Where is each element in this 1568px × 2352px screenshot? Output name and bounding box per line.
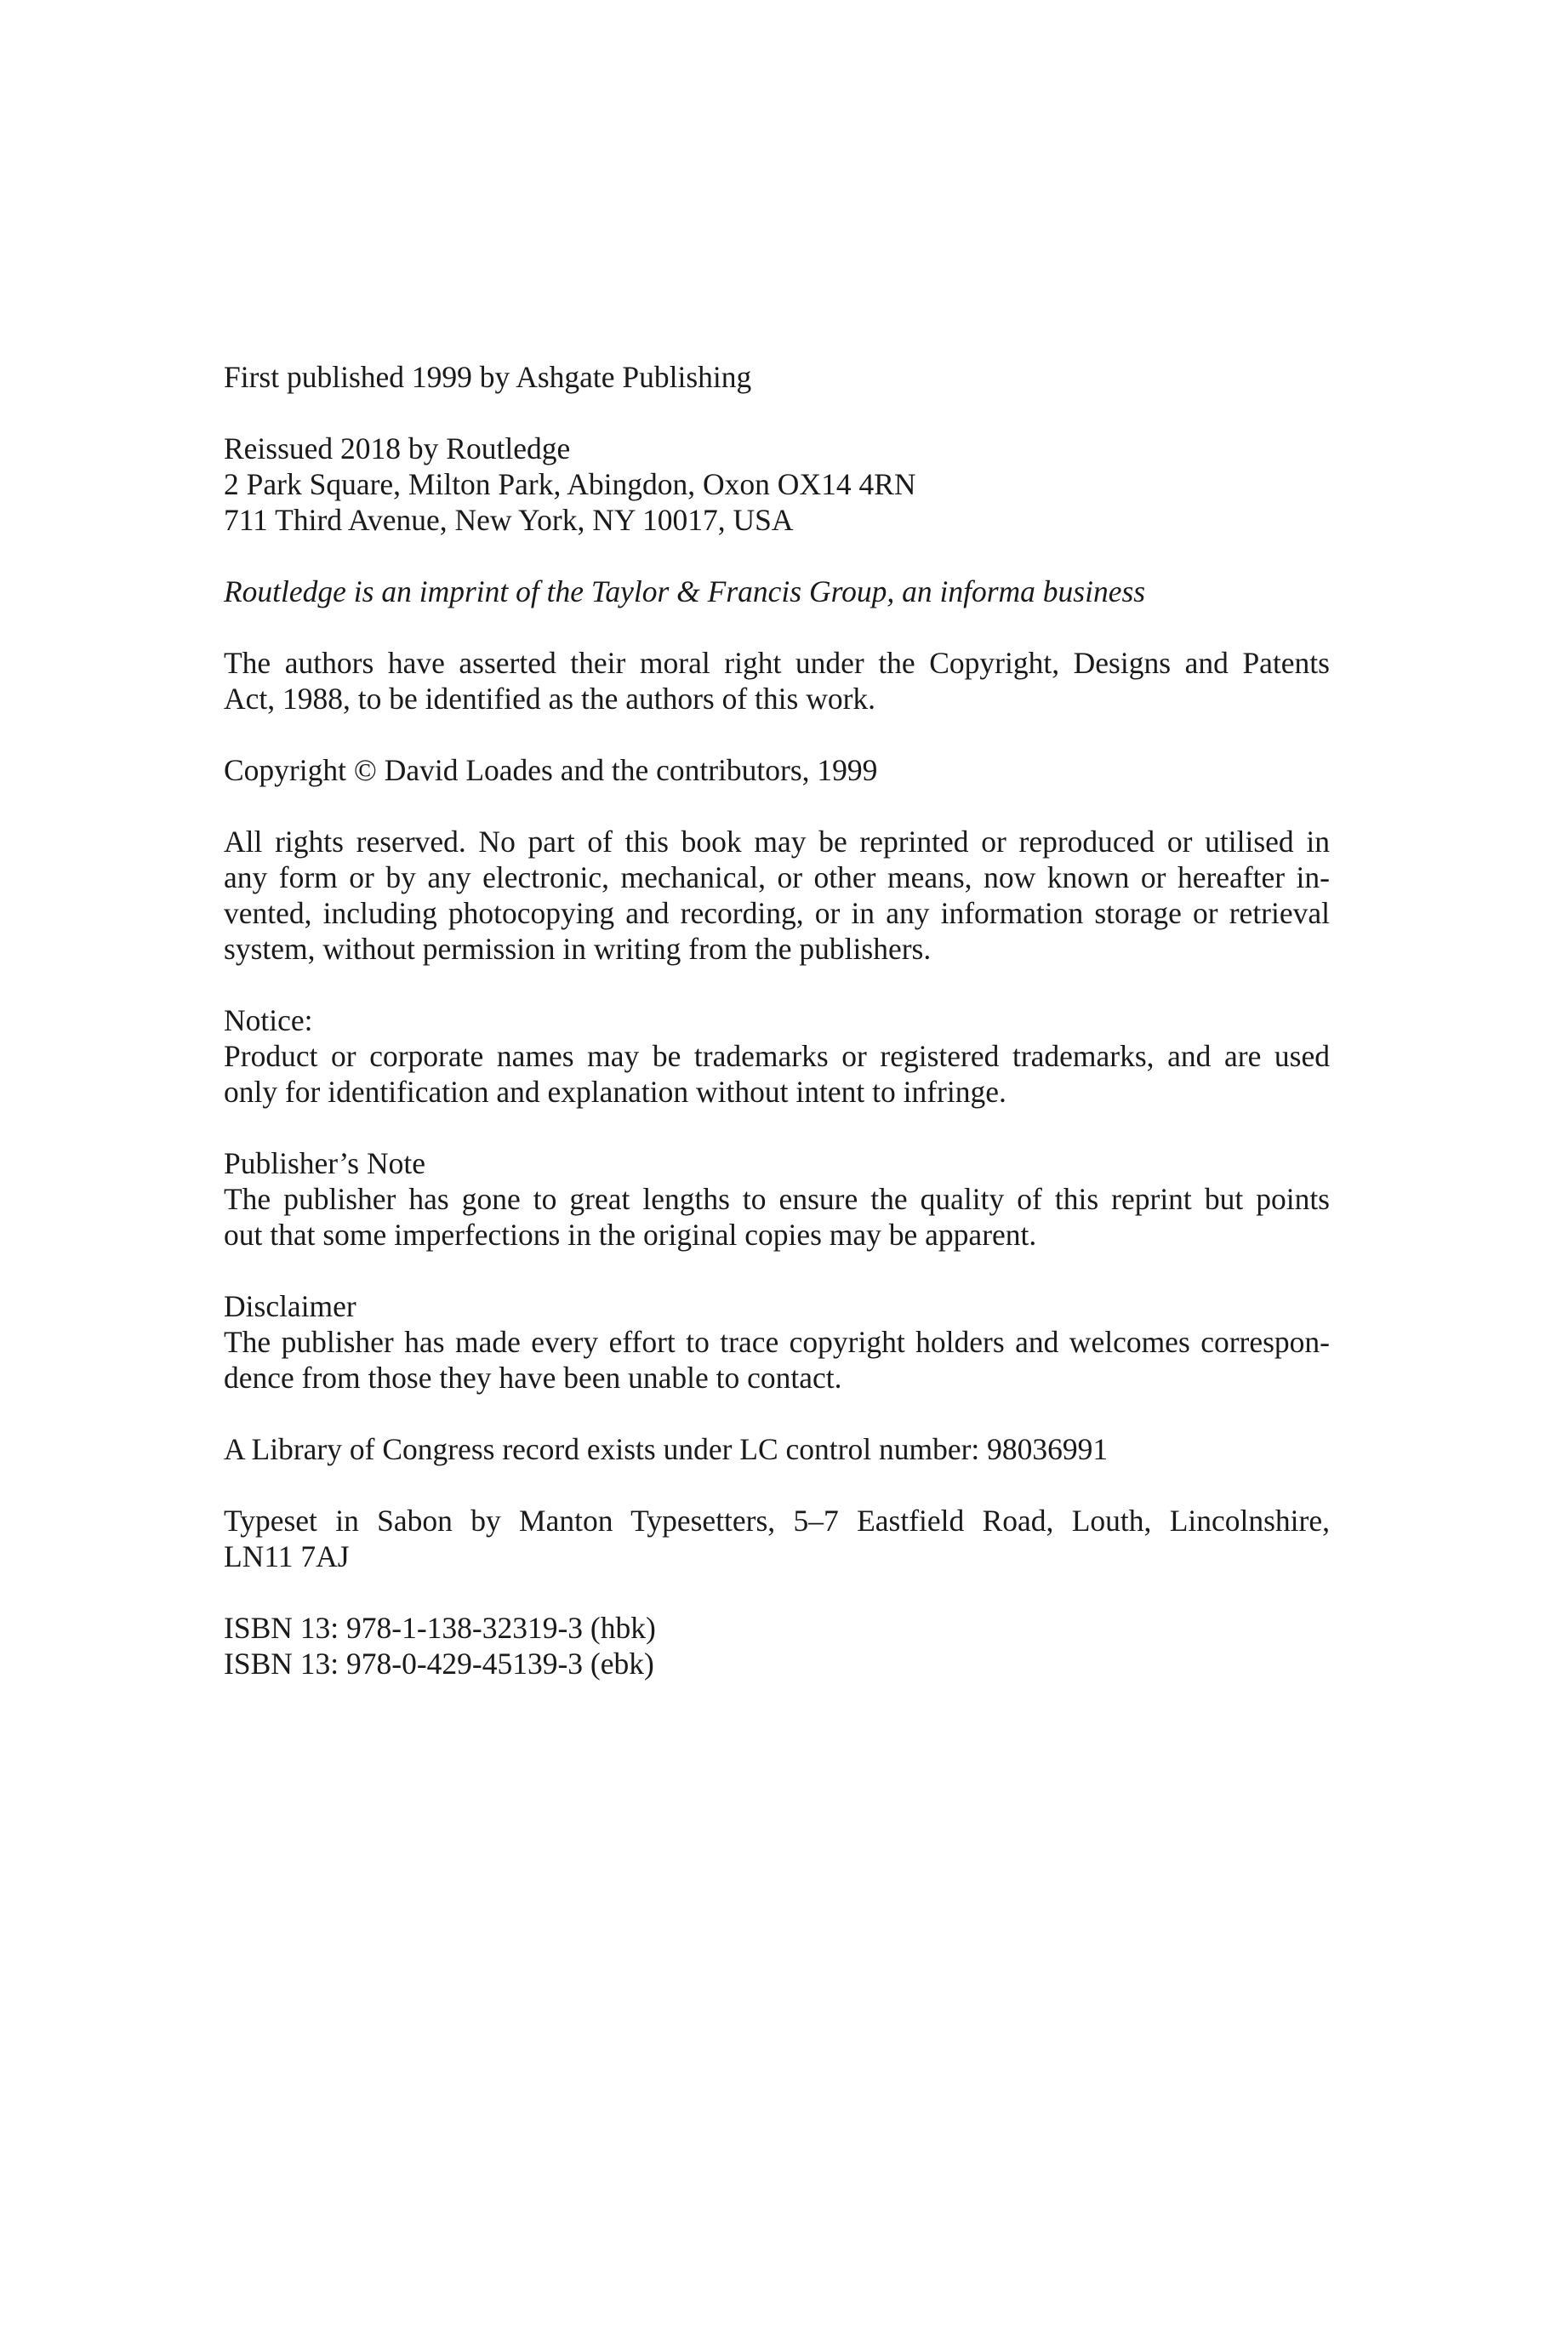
copyright-line: Copyright © David Loades and the contributors, 1999	[224, 753, 878, 787]
rights-reserved-line-3: vented, including photocopying and recording, or in any information storage or retrieval	[224, 896, 1330, 930]
loc-record-line: A Library of Congress record exists under LC control number: 98036991	[224, 1432, 1109, 1466]
publishers-note-heading: Publisher’s Note	[224, 1146, 425, 1180]
rights-reserved-line-4: system, without permission in writing from the publishers.	[224, 932, 932, 966]
rights-reserved-paragraph	[224, 824, 1330, 967]
first-published-line: First published 1999 by Ashgate Publishing	[224, 360, 752, 394]
us-address-line: 711 Third Avenue, New York, NY 10017, USA	[224, 503, 794, 537]
isbn-ebk-line: ISBN 13: 978-0-429-45139-3 (ebk)	[224, 1647, 654, 1681]
notice-line-2: only for identification and explanation without intent to infringe.	[224, 1075, 1006, 1109]
publishers-note-line-2: out that some imperfections in the original copies may be apparent.	[224, 1218, 1037, 1252]
typeset-paragraph	[224, 1503, 1330, 1574]
typeset-line-2: LN11 7AJ	[224, 1539, 350, 1573]
moral-right-line-2: Act, 1988, to be identified as the authors of this work.	[224, 682, 876, 716]
publishers-note-paragraph	[224, 1145, 1330, 1253]
notice-paragraph	[224, 1002, 1330, 1110]
publishers-note-line-1: The publisher has gone to great lengths to ensure the quality of this reprint but points	[224, 1182, 1330, 1216]
rights-reserved-line-1: All rights reserved. No part of this book may be reprinted or reproduced or utilised in	[224, 825, 1330, 859]
notice-heading: Notice:	[224, 1003, 313, 1037]
disclaimer-line-2: dence from those they have been unable to contact.	[224, 1361, 842, 1395]
isbn-paragraph	[224, 1610, 1330, 1681]
uk-address-line: 2 Park Square, Milton Park, Abingdon, Oxon OX14 4RN	[224, 467, 916, 501]
loc-record-paragraph	[224, 1431, 1330, 1467]
notice-line-1: Product or corporate names may be trademarks or registered trademarks, and are used	[224, 1039, 1330, 1073]
disclaimer-heading: Disclaimer	[224, 1289, 356, 1323]
moral-right-line-1: The authors have asserted their moral right under the Copyright, Designs and Patents	[224, 646, 1330, 680]
typeset-line-1: Typeset in Sabon by Manton Typesetters, 5–7 Eastfield Road, Louth, Lincolnshire,	[224, 1504, 1330, 1538]
copyright-paragraph	[224, 752, 1330, 788]
imprint-text-block	[224, 359, 1330, 1717]
reissue-line: Reissued 2018 by Routledge	[224, 431, 571, 465]
disclaimer-paragraph	[224, 1288, 1330, 1396]
imprint-note-paragraph	[224, 574, 1330, 609]
disclaimer-line-1: The publisher has made every effort to trace copyright holders and welcomes correspon-	[224, 1325, 1330, 1359]
rights-reserved-line-2: any form or by any electronic, mechanical, or other means, now known or hereafter in-	[224, 860, 1330, 894]
isbn-hbk-line: ISBN 13: 978-1-138-32319-3 (hbk)	[224, 1611, 656, 1645]
moral-right-paragraph	[224, 645, 1330, 716]
imprint-note-line: Routledge is an imprint of the Taylor & Francis Group, an informa business	[224, 574, 1146, 608]
first-published-paragraph	[224, 359, 1330, 395]
reissue-paragraph	[224, 431, 1330, 538]
